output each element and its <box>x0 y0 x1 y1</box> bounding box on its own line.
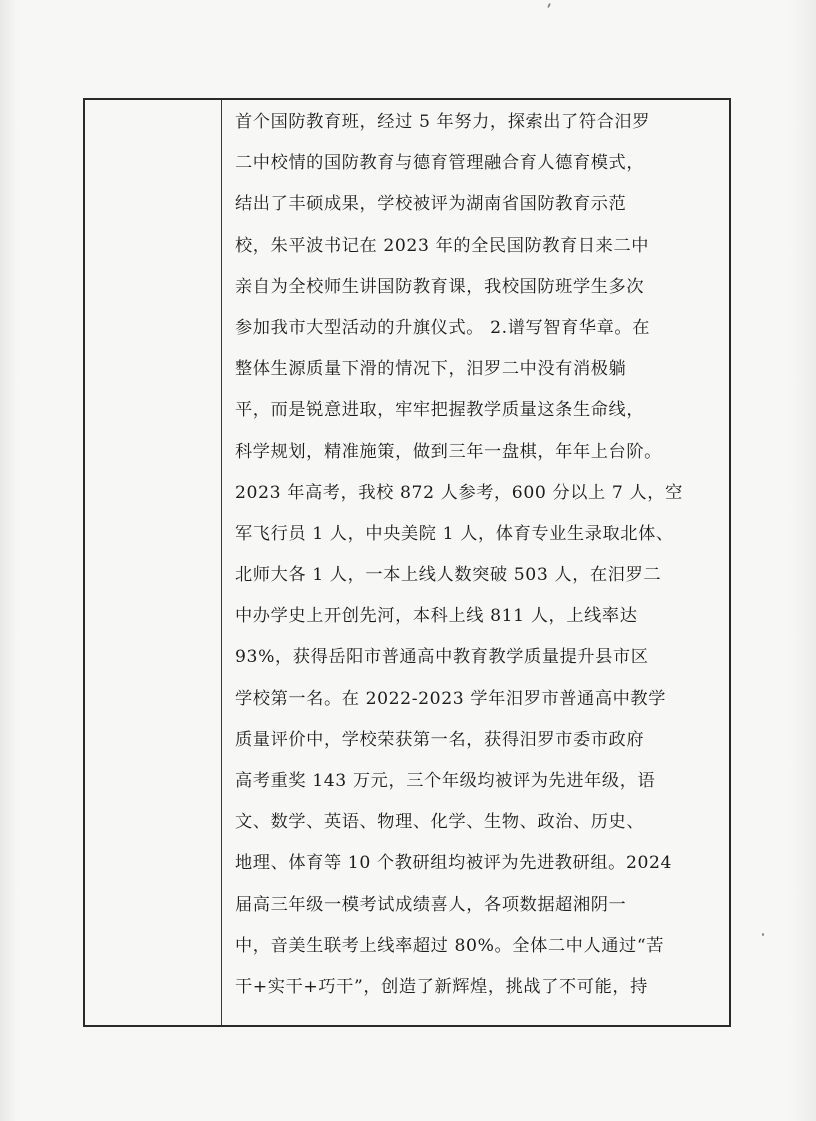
body-text-line: 干+实干+巧干”，创造了新辉煌，挑战了不可能，持 <box>235 976 648 997</box>
body-text-line: 93%，获得岳阳市普通高中教育教学质量提升县市区 <box>235 647 649 668</box>
table-label-cell <box>85 100 222 1025</box>
body-text-line: 质量评价中，学校荣获第一名，获得汨罗市委市政府 <box>235 729 645 750</box>
body-text-line: 校，朱平波书记在 2023 年的全民国防教育日来二中 <box>235 235 650 256</box>
body-text-line: 平，而是锐意进取，牢牢把握教学质量这条生命线， <box>235 400 645 421</box>
body-text-line: 结出了丰硕成果，学校被评为湖南省国防教育示范 <box>235 194 627 215</box>
body-text-line: 整体生源质量下滑的情况下，汨罗二中没有消极躺 <box>235 359 627 380</box>
body-text-line: 中，音美生联考上线率超过 80%。全体二中人通过“苦 <box>235 935 664 956</box>
body-text-line: 届高三年级一模考试成绩喜人，各项数据超湘阴一 <box>235 894 627 915</box>
table-content-cell <box>222 100 729 1025</box>
body-text-line: 首个国防教育班，经过 5 年努力，探索出了符合汨罗 <box>235 112 650 132</box>
body-text-line: 中办学史上开创先河，本科上线 811 人，上线率达 <box>235 606 638 627</box>
body-text-line: 二中校情的国防教育与德育管理融合育人德育模式， <box>235 153 645 174</box>
body-text-line: 参加我市大型活动的升旗仪式。 2.谱写智育华章。在 <box>235 317 650 338</box>
body-text-line: 地理、体育等 10 个教研组均被评为先进教研组。2024 <box>235 853 673 874</box>
body-text-line: 高考重奖 143 万元，三个年级均被评为先进年级，语 <box>235 771 656 791</box>
scan-speck <box>762 933 764 936</box>
body-text-line: 学校第一名。在 2022-2023 学年汨罗市普通高中教学 <box>235 688 666 709</box>
body-text-line: 文、数学、英语、物理、化学、生物、政治、历史、 <box>235 812 645 833</box>
body-text-line: 北师大各 1 人，一本上线人数突破 503 人，在汨罗二 <box>235 565 662 586</box>
body-text-line: 科学规划，精准施策，做到三年一盘棋，年年上台阶。 <box>235 441 662 462</box>
form-table <box>83 98 731 1027</box>
body-text-line: 2023 年高考，我校 872 人参考，600 分以上 7 人，空 <box>235 482 683 503</box>
body-text-line: 军飞行员 1 人，中央美院 1 人，体育专业生录取北体、 <box>235 523 674 544</box>
body-text-line: 亲自为全校师生讲国防教育课，我校国防班学生多次 <box>235 276 645 297</box>
